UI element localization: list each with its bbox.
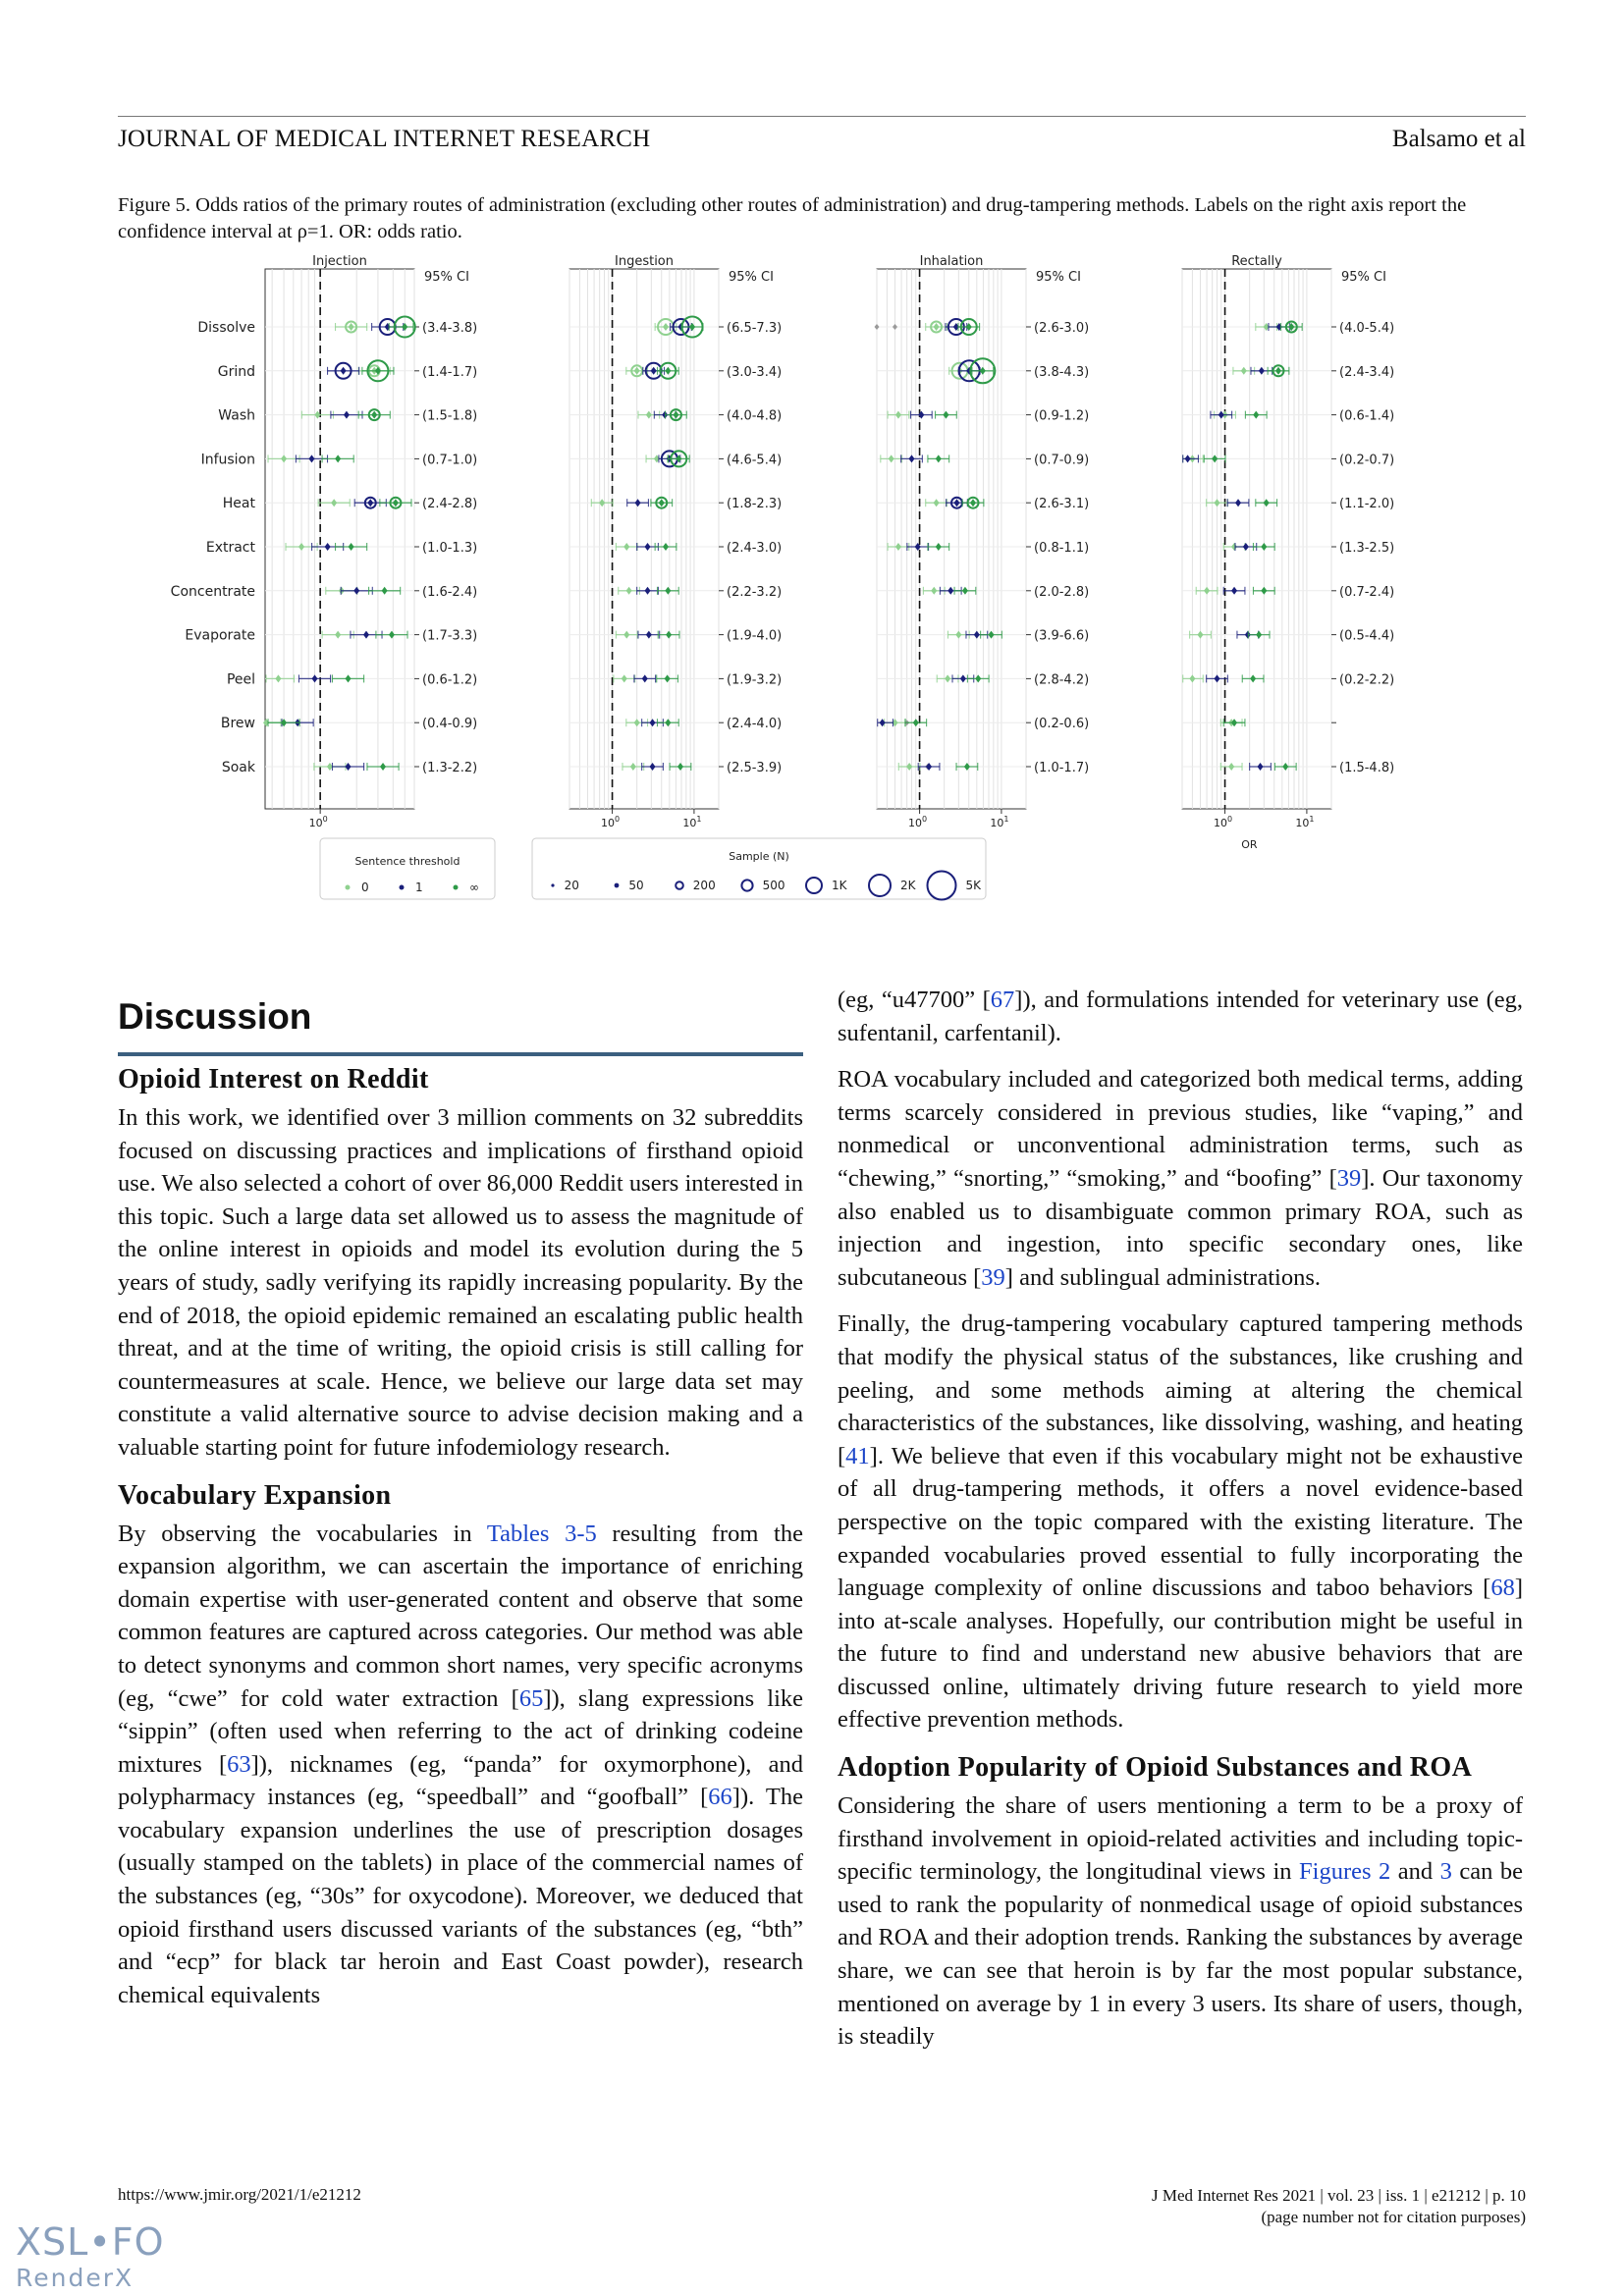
header-rule — [118, 116, 1526, 117]
ci-label-ingestion-soak: (2.5-3.9) — [727, 761, 783, 775]
panel-frame-ingestion — [569, 269, 719, 809]
row-label-infusion: Infusion — [200, 452, 255, 468]
point-inhalation-s0 — [931, 587, 937, 595]
ci-label-rectally-concentrate: (0.7-2.4) — [1339, 584, 1395, 600]
point-rectally-s∞ — [1250, 674, 1256, 682]
ci-label-ingestion-infusion: (4.6-5.4) — [727, 453, 783, 468]
point-ingestion-s0 — [623, 631, 629, 639]
ci-label-injection-concentrate: (1.6-2.4) — [422, 584, 478, 600]
ci-label-injection-infusion: (0.7-1.0) — [422, 453, 478, 468]
footer-citation-line: J Med Internet Res 2021 | vol. 23 | iss. 1 | e21212 | p. 10 — [1152, 2186, 1526, 2205]
legend-sample-marker — [615, 883, 620, 888]
point-rectally-s1 — [1185, 454, 1191, 462]
point-inhalation-s0 — [934, 499, 940, 507]
point-rectally-s0 — [1189, 674, 1195, 682]
point-injection-s1 — [312, 674, 318, 682]
x-axis-label-rectally: OR — [1241, 838, 1258, 851]
point-inhalation-s1 — [947, 587, 953, 595]
ci-label-inhalation-dissolve: (2.6-3.0) — [1034, 321, 1090, 336]
x-tick-label-ingestion: $10^1$ — [682, 815, 702, 829]
ci-label-ingestion-grind: (3.0-3.4) — [727, 364, 783, 380]
ref-link-41[interactable]: 41 — [845, 1442, 870, 1469]
point-ingestion-s∞ — [659, 499, 665, 507]
point-ingestion-s0 — [623, 543, 629, 551]
legend-sample-title: Sample (N) — [729, 850, 789, 863]
ci-label-inhalation-evaporate: (3.9-6.6) — [1034, 628, 1090, 644]
point-injection-s∞ — [349, 543, 354, 551]
legend-sample-box — [532, 838, 986, 899]
right-column — [838, 984, 1523, 2067]
point-gray-inhalation — [893, 324, 897, 330]
ci-label-inhalation-brew: (0.2-0.6) — [1034, 717, 1090, 732]
point-injection-s1 — [308, 454, 314, 462]
footer-url[interactable]: https://www.jmir.org/2021/1/e21212 — [118, 2185, 361, 2204]
ci-label-injection-dissolve: (3.4-3.8) — [422, 321, 478, 336]
point-injection-s0 — [335, 631, 341, 639]
legend-sample-label: 2K — [900, 879, 916, 892]
panel-frame-inhalation — [877, 269, 1026, 809]
ci-label-rectally-infusion: (0.2-0.7) — [1339, 453, 1395, 468]
ref-link-68[interactable]: 68 — [1490, 1575, 1515, 1602]
row-label-dissolve: Dissolve — [197, 320, 255, 336]
point-inhalation-s∞ — [913, 719, 919, 726]
point-rectally-s∞ — [1256, 631, 1262, 639]
point-rectally-s∞ — [1275, 367, 1281, 375]
paragraph-drug-tampering: Finally, the drug-tampering vocabulary captured tampering methods that modify the physical status of the substances, like crushing and peeling, and some methods aiming at altering the chemical characteristics of the substances, like dissolving, washing, and heating [41]. We believe that even if this vocabulary might not be exhaustive of all drug-tampering methods, it offers a novel evidence-based perspective on the topic compared with the existing literature. The expanded vocabularies proved essential to fully incorporating the language complexity of online discussions and taboo behaviors [68] into at-scale analyses. Hopefully, our contribution might be useful in the future to find and understand new abusive behaviors that are discussed online, ultimately driving future research to yield more effective prevention methods. — [838, 1310, 1523, 1734]
ci-label-inhalation-soak: (1.0-1.7) — [1034, 761, 1090, 775]
xslfo-watermark-logo: XSL•FO — [16, 2220, 165, 2264]
point-rectally-s∞ — [1261, 543, 1267, 551]
ci-label-rectally-soak: (1.5-4.8) — [1339, 761, 1395, 775]
ci-label-inhalation-concentrate: (2.0-2.8) — [1034, 584, 1090, 600]
subsection-vocabulary-expansion: Vocabulary Expansion — [118, 1479, 392, 1511]
ci-label-ingestion-evaporate: (1.9-4.0) — [727, 628, 783, 644]
x-tick-label-rectally: $10^0$ — [1214, 815, 1233, 829]
ci-label-injection-grind: (1.4-1.7) — [422, 364, 478, 380]
authors: Balsamo et al — [1391, 126, 1526, 152]
x-tick-label-rectally: $10^1$ — [1295, 815, 1315, 829]
legend-sample-label: 1K — [832, 879, 847, 892]
ci-label-injection-soak: (1.3-2.2) — [422, 761, 478, 775]
point-ingestion-s1 — [645, 543, 651, 551]
ci-label-inhalation-peel: (2.8-4.2) — [1034, 672, 1090, 688]
ref-link-39b[interactable]: 39 — [981, 1263, 1005, 1291]
forest-plot-figure — [108, 249, 1395, 966]
link-figure-2[interactable]: Figures 2 — [1299, 1858, 1391, 1886]
point-injection-s∞ — [393, 499, 399, 507]
ci-label-injection-peel: (0.6-1.2) — [422, 672, 478, 688]
ci-label-injection-extract: (1.0-1.3) — [422, 541, 478, 556]
ci-label-rectally-peel: (0.2-2.2) — [1339, 672, 1395, 688]
point-rectally-s0 — [1241, 367, 1247, 375]
x-tick-label-inhalation: $10^1$ — [990, 815, 1009, 829]
point-injection-s0 — [298, 543, 304, 551]
ci-label-injection-brew: (0.4-0.9) — [422, 717, 478, 732]
point-ingestion-s∞ — [665, 367, 671, 375]
point-rectally-s0 — [1197, 631, 1203, 639]
point-inhalation-s∞ — [962, 587, 968, 595]
point-injection-s1 — [353, 587, 359, 595]
legend-sample-label: 5K — [965, 879, 982, 892]
point-inhalation-s1 — [974, 631, 980, 639]
x-tick-label-inhalation: $10^0$ — [908, 815, 928, 829]
point-gray-inhalation — [875, 324, 880, 330]
figure-caption: Figure 5. Odds ratios of the primary routes of administration (excluding other routes of administration) and drug-tampering methods. Labels on the right axis report the confidence interval at ρ=1. OR: odds ratio. — [118, 194, 1467, 242]
ci-label-rectally-evaporate: (0.5-4.4) — [1339, 628, 1395, 644]
point-ingestion-s∞ — [665, 587, 671, 595]
ci-header-ingestion: 95% CI — [729, 270, 774, 285]
ci-label-injection-heat: (2.4-2.8) — [422, 497, 478, 512]
point-inhalation-s0 — [889, 454, 894, 462]
ci-header-inhalation: 95% CI — [1036, 270, 1081, 285]
panel-title-inhalation: Inhalation — [919, 254, 984, 269]
point-ingestion-s1 — [650, 763, 656, 771]
paragraph-opioid-interest: In this work, we identified over 3 million comments on 32 subreddits focused on discussing practices and implications of firsthand opioid use. We also selected a cohort of over 86,000 Reddit users interested in this topic. Such a large data set allowed us to assess the magnitude of the online interest in opioids and model its evolution during the 5 years of study, sadly verifying its rapidly increasing popularity. By the end of 2018, the opioid epidemic remained an escalating public health threat, and at the time of writing, the opioid crisis is still calling for countermeasures at scale. Hence, we believe our large data set may constitute a valid alternative source to advise decision making and a valuable starting point for future infodemiology research. — [118, 1104, 803, 1461]
row-label-soak: Soak — [221, 760, 255, 775]
point-inhalation-s0 — [934, 323, 940, 331]
point-rectally-s∞ — [1261, 587, 1267, 595]
panel-frame-injection — [265, 269, 414, 809]
point-rectally-s1 — [1235, 499, 1241, 507]
point-injection-s0 — [331, 499, 337, 507]
row-label-concentrate: Concentrate — [170, 583, 255, 600]
row-label-wash: Wash — [218, 407, 255, 424]
panel-title-rectally: Rectally — [1231, 254, 1282, 269]
point-rectally-s0 — [1204, 587, 1210, 595]
legend-threshold-label: 1 — [415, 881, 423, 894]
point-injection-s0 — [281, 454, 287, 462]
ci-label-inhalation-grind: (3.8-4.3) — [1034, 364, 1090, 380]
paragraph-continued: (eg, “u47700” [67]), and formulations intended for veterinary use (eg, sufentanil, carfentanil). — [838, 987, 1523, 1046]
journal-name: JOURNAL OF MEDICAL INTERNET RESEARCH — [118, 126, 651, 152]
point-rectally-s1 — [1218, 411, 1224, 419]
point-ingestion-s1 — [650, 719, 656, 726]
point-ingestion-s0 — [630, 763, 636, 771]
legend-threshold-label: 0 — [361, 881, 369, 894]
point-inhalation-s∞ — [936, 454, 942, 462]
ci-label-rectally-wash: (0.6-1.4) — [1339, 408, 1395, 424]
point-inhalation-s∞ — [936, 543, 942, 551]
point-rectally-s1 — [1258, 763, 1264, 771]
point-rectally-s∞ — [1282, 763, 1288, 771]
legend-sample-label: 200 — [692, 879, 716, 892]
point-inhalation-s0 — [945, 674, 950, 682]
point-ingestion-s0 — [634, 719, 640, 726]
ci-label-ingestion-heat: (1.8-2.3) — [727, 497, 783, 512]
point-rectally-s1 — [1231, 587, 1237, 595]
point-rectally-s0 — [1214, 499, 1219, 507]
legend-sample-label: 50 — [628, 879, 644, 892]
point-ingestion-s∞ — [663, 543, 669, 551]
ci-label-rectally-grind: (2.4-3.4) — [1339, 364, 1395, 380]
ci-header-rectally: 95% CI — [1341, 270, 1386, 285]
point-ingestion-s1 — [642, 674, 648, 682]
point-rectally-s1 — [1214, 674, 1219, 682]
ci-label-ingestion-peel: (1.9-3.2) — [727, 672, 783, 688]
ref-link-63[interactable]: 63 — [227, 1750, 251, 1778]
panel-title-injection: Injection — [312, 254, 367, 269]
point-ingestion-s∞ — [665, 719, 671, 726]
row-label-evaporate: Evaporate — [185, 627, 255, 644]
ci-label-inhalation-wash: (0.9-1.2) — [1034, 408, 1090, 424]
ci-label-inhalation-infusion: (0.7-0.9) — [1034, 453, 1090, 468]
point-ingestion-s∞ — [677, 763, 683, 771]
point-injection-s1 — [363, 631, 369, 639]
ci-label-inhalation-extract: (0.8-1.1) — [1034, 541, 1090, 556]
footer-note: (page number not for citation purposes) — [1261, 2208, 1526, 2226]
link-tables-3-5[interactable]: Tables 3-5 — [486, 1520, 597, 1547]
ref-link-67[interactable]: 67 — [990, 987, 1015, 1013]
subsection-adoption-popularity: Adoption Popularity of Opioid Substances and ROA — [838, 1752, 1473, 1784]
ref-link-66[interactable]: 66 — [708, 1784, 732, 1811]
legend-sample-marker — [551, 883, 554, 886]
point-inhalation-s0 — [895, 543, 901, 551]
row-label-extract: Extract — [205, 540, 255, 556]
point-inhalation-s0 — [895, 411, 901, 419]
point-injection-s0 — [275, 674, 281, 682]
ci-label-rectally-extract: (1.3-2.5) — [1339, 541, 1395, 556]
point-inhalation-s1 — [908, 454, 914, 462]
paragraph-vocabulary-expansion: By observing the vocabularies in Tables 3-5 resulting from the expansion algorithm, we can ascertain the importance of enriching domain expertise with user-generated content and observe that some common features are captured across categories. Our method was able to detect synonyms and common short names, very specific acronyms (eg, “cwe” for cold water extraction [65]), slang expressions like “sippin” (often used when referring to the act of drinking codeine mixtures [63]), nicknames (eg, “panda” for oxymorphone), and polypharmacy instances (eg, “speedball” and “goofball” [66]). The vocabulary expansion underlines the use of prescription dosages (usually stamped on the tablets) in place of the commercial names of the substances (eg, “30s” for oxycodone). Moreover, we deduced that opioid firsthand users discussed variants of the substances (eg, “bth” and “ecp” for black tar heroin and East Coast powder), research chemical equivalents — [118, 1520, 803, 2008]
ci-header-injection: 95% CI — [424, 270, 469, 285]
x-tick-label-injection: $10^0$ — [308, 815, 328, 829]
point-ingestion-s∞ — [666, 631, 672, 639]
point-injection-s∞ — [380, 763, 386, 771]
point-injection-s∞ — [335, 454, 341, 462]
row-label-peel: Peel — [226, 671, 255, 688]
ci-label-ingestion-brew: (2.4-4.0) — [727, 717, 783, 732]
ci-label-ingestion-wash: (4.0-4.8) — [727, 408, 783, 424]
point-injection-s1 — [325, 543, 331, 551]
point-injection-s1 — [367, 499, 373, 507]
point-rectally-s0 — [1228, 763, 1234, 771]
section-title-discussion: Discussion — [118, 996, 312, 1037]
point-inhalation-s0 — [955, 631, 961, 639]
ci-label-ingestion-dissolve: (6.5-7.3) — [727, 321, 783, 336]
point-injection-s1 — [344, 411, 350, 419]
legend-threshold-marker — [346, 885, 351, 890]
point-inhalation-s1 — [960, 674, 966, 682]
row-label-brew: Brew — [220, 716, 255, 732]
link-figure-3[interactable]: 3 — [1439, 1858, 1452, 1886]
point-injection-s∞ — [402, 323, 407, 331]
legend-threshold-label: ∞ — [469, 881, 479, 894]
ci-label-injection-wash: (1.5-1.8) — [422, 408, 478, 424]
point-ingestion-s0 — [634, 367, 640, 375]
x-tick-label-ingestion: $10^0$ — [601, 815, 621, 829]
ci-label-injection-evaporate: (1.7-3.3) — [422, 628, 478, 644]
point-injection-s∞ — [389, 631, 395, 639]
point-ingestion-s0 — [622, 674, 627, 682]
panel-frame-rectally — [1182, 269, 1331, 809]
subsection-opioid-interest: Opioid Interest on Reddit — [118, 1064, 429, 1095]
point-rectally-s1 — [1243, 543, 1249, 551]
point-injection-s0 — [349, 323, 354, 331]
row-label-heat: Heat — [222, 496, 255, 512]
legend-threshold-title: Sentence threshold — [354, 855, 460, 868]
point-ingestion-s0 — [663, 323, 669, 331]
ci-label-ingestion-extract: (2.4-3.0) — [727, 541, 783, 556]
panel-title-ingestion: Ingestion — [615, 254, 674, 269]
footer-citation — [1152, 2185, 1526, 2228]
ci-label-rectally-heat: (1.1-2.0) — [1339, 497, 1395, 512]
ci-label-ingestion-concentrate: (2.2-3.2) — [727, 584, 783, 600]
point-injection-s∞ — [371, 411, 377, 419]
ci-label-inhalation-heat: (2.6-3.1) — [1034, 497, 1090, 512]
legend-threshold-marker — [400, 885, 405, 890]
point-ingestion-s1 — [645, 587, 651, 595]
left-column — [118, 984, 803, 2025]
ci-label-rectally-dissolve: (4.0-5.4) — [1339, 321, 1395, 336]
legend-sample-label: 20 — [564, 879, 579, 892]
point-rectally-s∞ — [1253, 411, 1259, 419]
point-injection-s1 — [341, 367, 347, 375]
ref-link-39a[interactable]: 39 — [1336, 1164, 1362, 1192]
point-inhalation-s∞ — [970, 499, 976, 507]
ref-link-65[interactable]: 65 — [518, 1684, 544, 1712]
point-ingestion-s∞ — [673, 411, 678, 419]
point-inhalation-s∞ — [980, 367, 986, 375]
point-ingestion-s1 — [635, 499, 641, 507]
point-injection-s∞ — [346, 674, 352, 682]
legend-threshold-marker — [454, 885, 459, 890]
renderx-watermark-logo: RenderX — [16, 2264, 135, 2292]
point-injection-s∞ — [382, 587, 388, 595]
legend-sample-label: 500 — [762, 879, 785, 892]
section-rule — [118, 1052, 803, 1056]
point-inhalation-s1 — [926, 763, 932, 771]
point-ingestion-s0 — [626, 587, 632, 595]
paragraph-roa-vocabulary: ROA vocabulary included and categorized both medical terms, adding terms scarcely considered in previous studies, like “vaping,” and nonmedical or unconventional administration terms, such as “chewing,” “snorting,” “smoking,” and “boofing” [39]. Our taxonomy also enabled us to disambiguate common primary ROA, such as injection and ingestion, into specific secondary ones, like subcutaneous [39] and sublingual administrations. — [838, 1066, 1523, 1291]
row-label-grind: Grind — [217, 363, 255, 380]
point-inhalation-s∞ — [975, 674, 981, 682]
paragraph-adoption-popularity: Considering the share of users mentioning a term to be a proxy of firsthand involvement in opioid-related activities and including topic-specific terminology, the longitudinal views in Figures 2 and 3 can be used to rank the popularity of nonmedical usage of opioid substances and ROA and their adoption trends. Ranking the substances by average share, we can see that heroin is by far the most popular substance, mentioned on average by 1 in every 3 users. Its share of users, though, is steadily — [838, 1792, 1524, 2051]
